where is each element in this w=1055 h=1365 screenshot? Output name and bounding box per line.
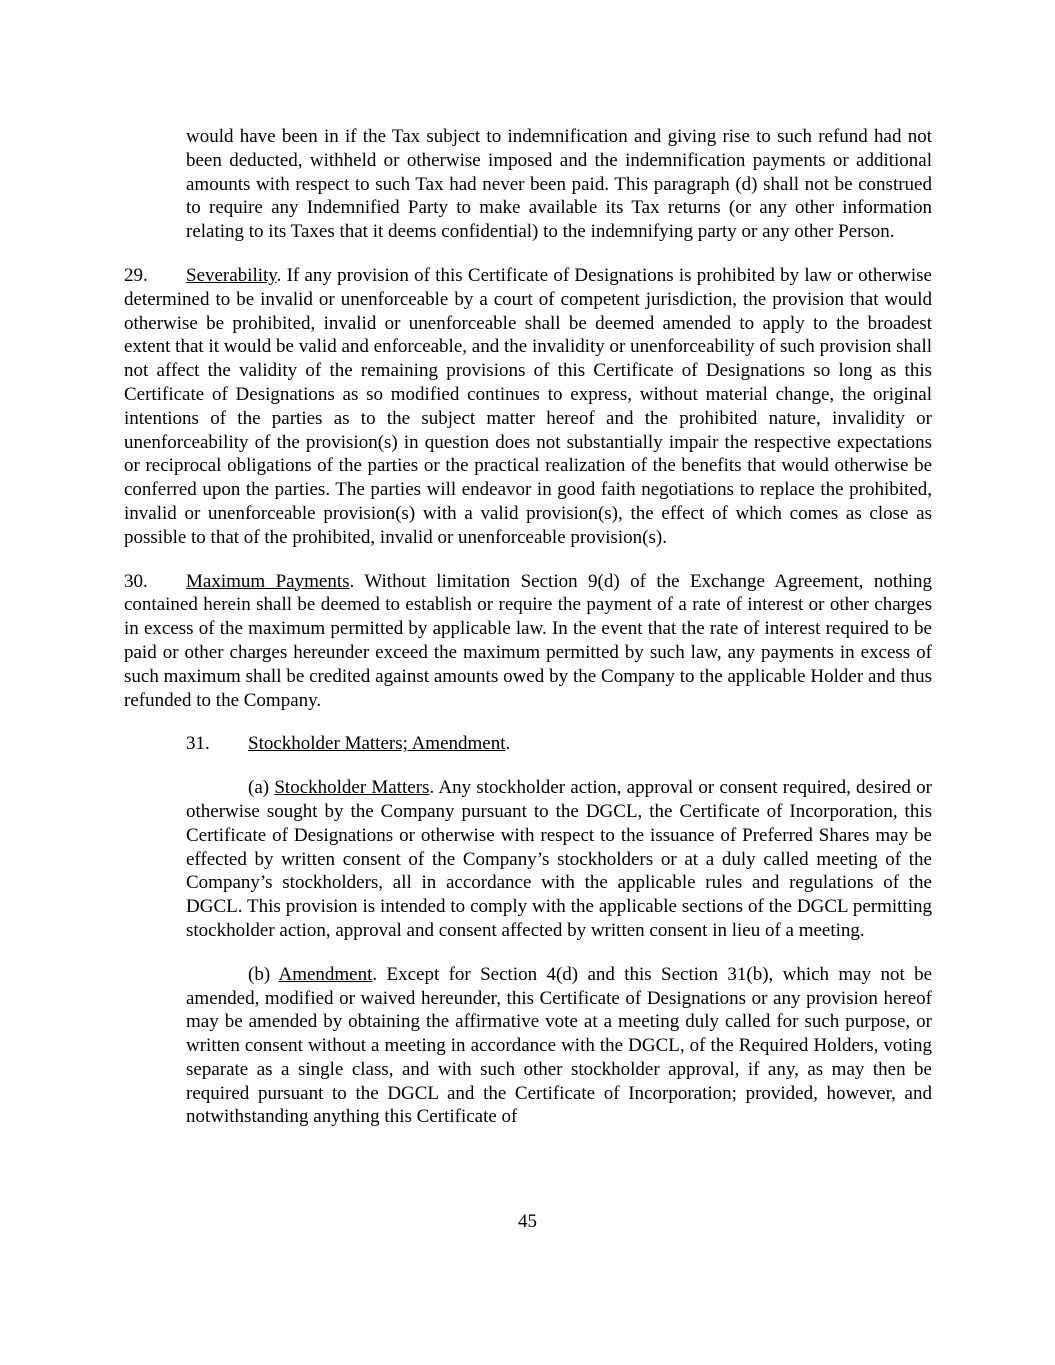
section-title: Severability	[186, 264, 277, 286]
subsection-31b	[186, 963, 932, 1130]
section-title: Stockholder Matters; Amendment	[248, 733, 506, 755]
subsection-title: Amendment	[278, 963, 373, 985]
section-30	[124, 570, 932, 713]
continuation-paragraph: would have been in if the Tax subject to indemnification and giving rise to such refund had not been deducted, withheld or otherwise imposed and the indemnification payments or additional amounts with respect to such Tax had never been paid. This paragraph (d) shall not be construed to require any Indemnified Party to make available its Tax returns (or any other information relating to its Taxes that it deems confidential) to the indemnifying party or any other Person.	[186, 126, 932, 243]
section-number: 30.	[124, 570, 148, 592]
subsection-label: (b)	[248, 963, 279, 985]
section-body: .	[505, 733, 511, 755]
section-title: Maximum Payments	[186, 570, 350, 592]
subsection-label: (a)	[248, 777, 275, 799]
section-29	[124, 264, 932, 550]
page-number: 45	[518, 1211, 537, 1232]
document-page	[124, 125, 932, 1149]
section-body: . Without limitation Section 9(d) of the Exchange Agreement, nothing contained herein shall be deemed to establish or require the payment of a rate of interest or other charges in excess of the maximum permitted by applicable law. In the event that the rate of interest required to be paid or other charges hereunder exceed the maximum permitted by such law, any payments in excess of such maximum shall be credited against amounts owed by the Company to the applicable Holder and thus refunded to the Company.	[124, 570, 932, 711]
subsection-title: Stockholder Matters	[274, 777, 430, 799]
section-body: . If any provision of this Certificate of Designations is prohibited by law or otherwise determined to be invalid or unenforceable by a court of competent jurisdiction, the provision that would otherwise be prohibited, invalid or unenforceable shall be deemed amended to apply to the broadest extent that it would be valid and enforceable, and the invalidity or unenforceability of such provision shall not affect the validity of the remaining provisions of this Certificate of Designations so long as this Certificate of Designations as so modified continues to express, without material change, the original intentions of the parties as to the subject matter hereof and the prohibited nature, invalidity or unenforceability of the provision(s) in question does not substantially impair the respective expectations or reciprocal obligations of the parties or the practical realization of the benefits that would otherwise be conferred upon the parties. The parties will endeavor in good faith negotiations to replace the prohibited, invalid or unenforceable provision(s) with a valid provision(s), the effect of which comes as close as possible to that of the prohibited, invalid or unenforceable provision(s).	[124, 264, 932, 548]
subsection-body: . Except for Section 4(d) and this Section 31(b), which may not be amended, modified or waived hereunder, this Certificate of Designations or any provision hereof may be amended by obtaining the affirmative vote at a meeting duly called for such purpose, or written consent without a meeting in accordance with the DGCL, of the Required Holders, voting separate as a single class, and with such other stockholder approval, if any, as may then be required pursuant to the DGCL and the Certificate of Incorporation; provided, however, and notwithstanding anything this Certificate of	[186, 963, 933, 1128]
section-number: 29.	[124, 264, 148, 286]
subsection-body: . Any stockholder action, approval or consent required, desired or otherwise sought by the Company pursuant to the DGCL, the Certificate of Incorporation, this Certificate of Designations or otherwise with respect to the issuance of Preferred Shares may be effected by written consent of the Company’s stockholders or at a duly called meeting of the Company’s stockholders, all in accordance with the applicable rules and regulations of the DGCL. This provision is intended to comply with the applicable sections of the DGCL permitting stockholder action, approval and consent affected by written consent in lieu of a meeting.	[186, 777, 933, 941]
section-number: 31.	[186, 733, 210, 755]
section-31	[186, 732, 932, 756]
subsection-31a	[186, 776, 932, 943]
